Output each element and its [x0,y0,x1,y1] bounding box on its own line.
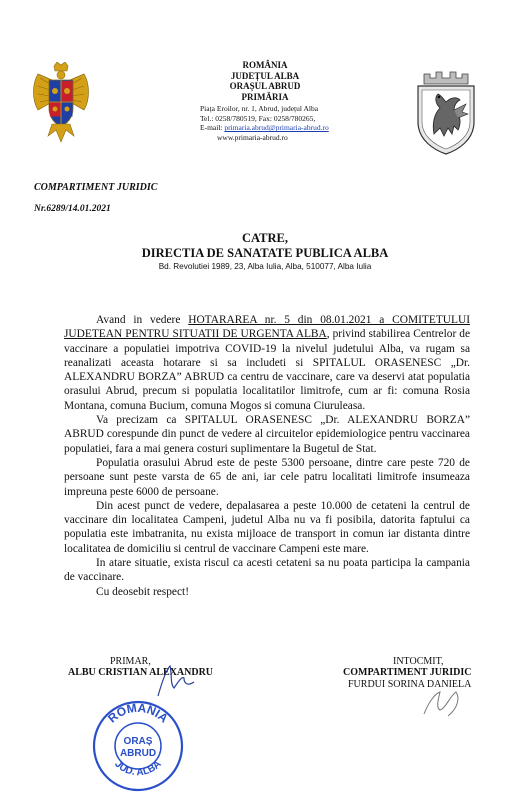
mayor-name: ALBU CRISTIAN ALEXANDRU [68,667,214,678]
official-stamp [88,694,188,794]
abrud-coat-of-arms-icon [410,70,482,156]
svg-text:JUD. ALBA [112,759,163,779]
paragraph-1: Avand in vedere HOTARAREA nr. 5 din 08.01.2021 a COMITETULUI JUDETEAN PENTRU SITUATII DE URGENTA ALBA, privind stabilirea Centrelor de vaccinare a populatiei impotriva COVID-19 la nivelul judetului Alba, va rugam sa reanalizati aceasta hotarare si sa includeti si SPITALUL ORASENESC „Dr. ALEXANDRU BORZA” ABRUD ca centru de vaccinare, care va deservi atat populatia orasului Abrud, precum si populatia localitatilor limitrofe, cum ar fi: comuna Rosia Montana, comuna Bucium, comuna Mogos si comuna Ciuruleasa. [64,314,470,412]
mayor-title: PRIMAR, [110,656,151,667]
stamp-top-text: ROMÂNIA [105,700,171,726]
contact-phone: Tel.: 0258/780519, Fax: 0258/780265, [200,113,316,123]
contact-block [200,104,390,142]
stamp-bottom-text: JUD. ALBA [112,758,164,779]
header-county: JUDEȚUL ALBA [230,70,300,81]
header-block [150,60,380,102]
contact-email-line [200,123,390,133]
recipient-to: CATRE, [242,231,288,245]
reference-number: Nr.6289/14.01.2021 [34,204,111,214]
header-institution: PRIMĂRIA [241,91,289,102]
header-town: ORAȘUL ABRUD [229,81,301,91]
paragraph-4: Din acest punct de vedere, depalasarea a peste 10.000 de cetateni la centrul de vaccinare din localitatea Campeni, judetul Alba nu va fi posibila, datorita faptului ca populatia este imbatranita, nu exista mijloace de transport in comun iar distanta dintre localitatea de domiciliu si centrul de vaccinare Campeni este mare. [64,499,470,555]
paragraph-2: Va precizam ca SPITALUL ORASENESC „Dr. ALEXANDRU BORZA” ABRUD corespunde din punct de vedere al circuitelor epidemiologice pentru vaccinarea populatiei, fara a mai genera costuri suplimentare la Bugetul de Stat. [64,414,470,455]
prepared-by-dept: COMPARTIMENT JURIDIC [343,667,472,678]
header-country: ROMÂNIA [242,60,288,70]
prepared-by-title: INTOCMIT, [393,656,444,667]
department-label: COMPARTIMENT JURIDIC [34,182,158,193]
contact-email-label: E-mail: [200,123,225,133]
paragraph-5: In atare situatie, exista riscul ca acesti cetateni sa nu poata participa la campania de vaccinare. [64,557,470,584]
paragraph-3: Populatia orasului Abrud este de peste 5300 persoane, dintre care peste 720 de persoane sunt peste varsta de 65 de ani, iar cele patru localitati limitrofe insumeaza impreuna peste 6000 de persoane. [64,456,470,498]
closing-line: Cu deosebit respect! [96,585,189,598]
stamp-center-line-1: ORAȘ [123,736,153,747]
contact-address: Piața Eroilor, nr. 1, Abrud, județul Alba [200,104,319,113]
stamp-center-line-2: ABRUD [119,748,157,759]
recipient-name: DIRECTIA DE SANATATE PUBLICA ALBA [141,246,389,260]
svg-text:ROMÂNIA [105,700,171,726]
contact-website[interactable]: www.primaria-abrud.ro [217,132,288,142]
prepared-by-signature-icon [418,684,478,724]
decision-reference: HOTARAREA nr. 5 din 08.01.2021 a COMITETULUI JUDETEAN PENTRU SITUATII DE URGENTA ALBA [64,314,470,341]
letter-body [64,313,470,599]
prepared-by-name: FURDUI SORINA DANIELA [348,679,472,690]
contact-email-link[interactable]: primaria.abrud@primaria-abrud.ro [224,123,329,133]
romania-coat-of-arms-icon [30,62,92,148]
recipient-address: Bd. Revolutiei 1989, 23, Alba Iulia, Alba, 510077, Alba Iulia [158,262,372,271]
